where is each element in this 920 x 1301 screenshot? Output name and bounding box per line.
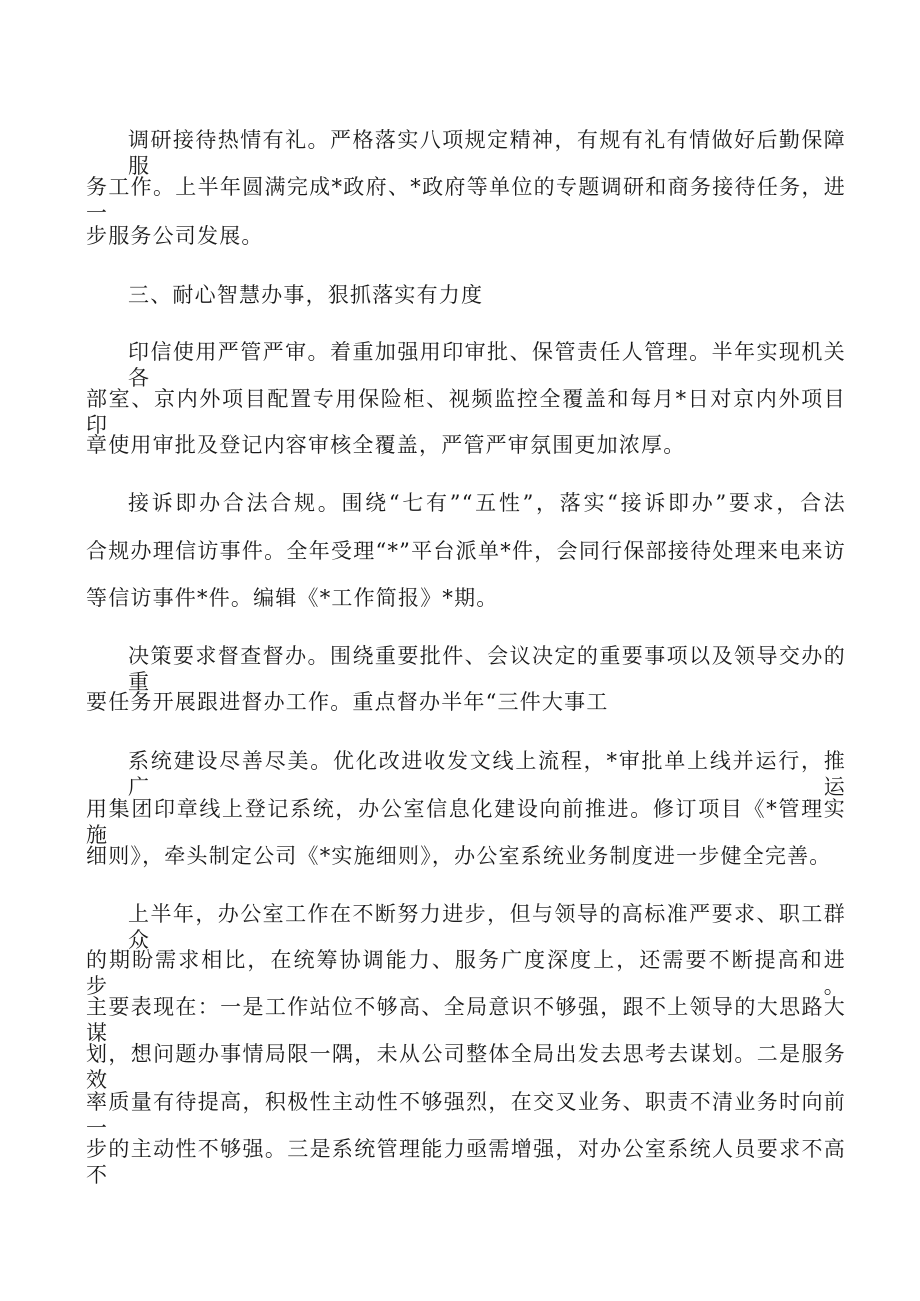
paragraph-line: 部室、京内外项目配置专用保险柜、视频监控全覆盖和每月*日对京内外项目印 [86, 387, 846, 437]
paragraph-line: 要任务开展跟进督办工作。重点督办半年“三件大事工 [86, 690, 609, 714]
paragraph-line: 等信访事件*件。编辑《*工作简报》*期。 [86, 586, 499, 610]
section-heading: 三、耐心智慧办事，狠抓落实有力度 [128, 283, 484, 307]
paragraph-line: 主要表现在：一是工作站位不够高、全局意识不够强，跟不上领导的大思路大谋 [86, 995, 846, 1045]
paragraph-line: 的期盼需求相比，在统筹协调能力、服务广度深度上，还需要不断提高和进步。 [86, 948, 846, 998]
paragraph-line: 系统建设尽善尽美。优化改进收发文线上流程，*审批单上线并运行，推广运 [128, 749, 846, 799]
paragraph-line: 接诉即办合法合规。围绕“七有”“五性”，落实“接诉即办”要求，合法 [128, 491, 846, 515]
paragraph-line: 章使用审批及登记内容审核全覆盖，严管严审氛围更加浓厚。 [86, 433, 686, 457]
paragraph-line: 划，想问题办事情局限一隅，未从公司整体全局出发去思考去谋划。二是服务效 [86, 1042, 846, 1092]
paragraph-line: 决策要求督查督办。围绕重要批件、会议决定的重要事项以及领导交办的重 [128, 644, 846, 694]
paragraph-line: 步的主动性不够强。三是系统管理能力亟需增强，对办公室系统人员要求不高不 [86, 1137, 846, 1187]
paragraph-line: 务工作。上半年圆满完成*政府、*政府等单位的专题调研和商务接待任务，进一 [86, 175, 846, 225]
paragraph-line: 调研接待热情有礼。严格落实八项规定精神，有规有礼有情做好后勤保障服 [128, 128, 846, 178]
paragraph-line: 率质量有待提高，积极性主动性不够强烈，在交叉业务、职责不清业务时向前一 [86, 1090, 846, 1140]
paragraph-line: 用集团印章线上登记系统，办公室信息化建设向前推进。修订项目《*管理实施 [86, 797, 846, 847]
paragraph-line: 步服务公司发展。 [86, 224, 264, 248]
paragraph-line: 上半年，办公室工作在不断努力进步，但与领导的高标准严要求、职工群众 [128, 902, 846, 952]
paragraph-line: 合规办理信访事件。全年受理“*”平台派单*件，会同行保部接待处理来电来访 [86, 539, 846, 563]
paragraph-line: 细则》，牵头制定公司《*实施细则》，办公室系统业务制度进一步健全完善。 [86, 844, 832, 868]
paragraph-line: 印信使用严管严审。着重加强用印审批、保管责任人管理。半年实现机关各 [128, 340, 846, 390]
